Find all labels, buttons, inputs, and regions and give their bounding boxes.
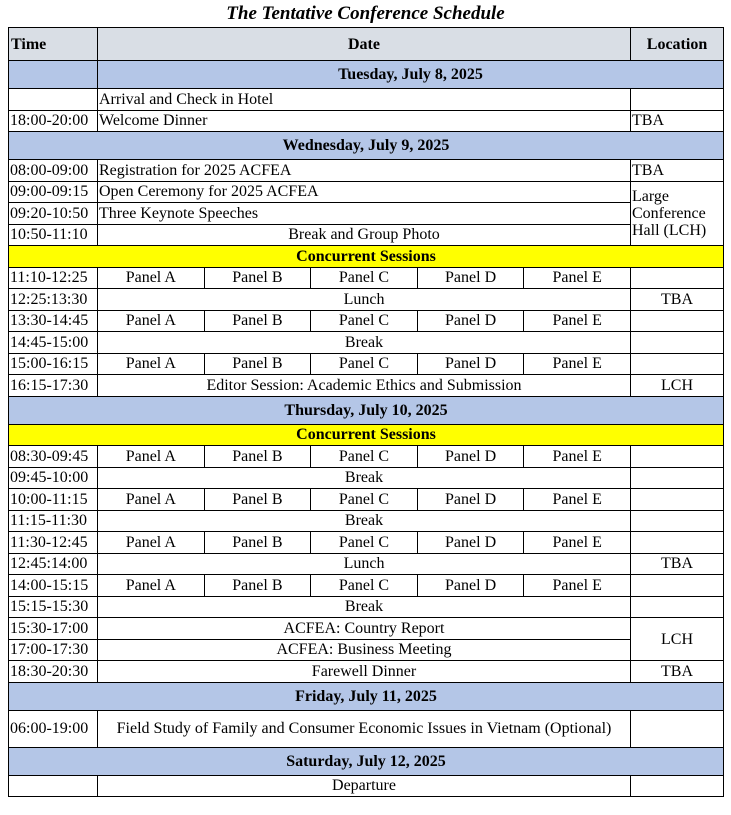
day-heading: Tuesday, July 8, 2025: [98, 61, 724, 89]
table-row: [9, 332, 724, 354]
time-cell: 08:30-09:45: [9, 446, 98, 468]
panel-cell: Panel D: [417, 267, 524, 289]
day-heading: Thursday, July 10, 2025: [9, 396, 724, 424]
time-cell: 06:00-19:00: [9, 710, 98, 747]
day-heading: Saturday, July 12, 2025: [9, 747, 724, 775]
table-row: [9, 224, 724, 246]
table-row: [9, 289, 724, 311]
panel-cell: Panel E: [524, 267, 631, 289]
header-row: [9, 28, 724, 61]
panel-cell: Panel D: [417, 532, 524, 554]
panel-cell: Panel A: [98, 575, 205, 597]
panel-cell: Panel D: [417, 310, 524, 332]
panel-cell: Panel C: [311, 532, 418, 554]
panel-cell: Panel A: [98, 267, 205, 289]
panel-row: [9, 489, 724, 511]
panel-cell: Panel A: [98, 353, 205, 375]
panel-cell: Panel B: [204, 532, 311, 554]
panel-row: [9, 446, 724, 468]
time-cell: 16:15-17:30: [9, 375, 98, 397]
time-cell: 12:25:13:30: [9, 289, 98, 311]
time-cell: 09:45-10:00: [9, 467, 98, 489]
panel-cell: Panel B: [204, 489, 311, 511]
concurrent-row: [9, 424, 724, 446]
panel-cell: Panel C: [311, 489, 418, 511]
panel-row: [9, 353, 724, 375]
day-row: [9, 682, 724, 710]
header-location: Location: [631, 28, 724, 61]
panel-cell: Panel C: [311, 310, 418, 332]
header-date: Date: [98, 28, 631, 61]
panel-row: [9, 267, 724, 289]
panel-cell: Panel E: [524, 489, 631, 511]
panel-cell: Panel B: [204, 575, 311, 597]
event-cell: Welcome Dinner: [98, 110, 631, 132]
table-row: [9, 181, 724, 203]
event-cell: Break: [98, 332, 631, 354]
panel-row: [9, 575, 724, 597]
event-cell: Lunch: [98, 553, 631, 575]
event-cell: Break: [98, 510, 631, 532]
panel-cell: Panel A: [98, 446, 205, 468]
time-cell: 18:00-20:00: [9, 110, 98, 132]
table-row: [9, 203, 724, 225]
event-cell: Three Keynote Speeches: [98, 203, 631, 225]
panel-cell: Panel B: [204, 446, 311, 468]
table-row: [9, 160, 724, 182]
event-cell: Break: [98, 467, 631, 489]
location-cell: TBA: [631, 110, 724, 132]
table-row: [9, 618, 724, 640]
event-cell: ACFEA: Country Report: [98, 618, 631, 640]
panel-cell: Panel D: [417, 353, 524, 375]
location-cell: TBA: [631, 160, 724, 182]
panel-cell: Panel E: [524, 575, 631, 597]
day-row: [9, 396, 724, 424]
time-cell: 14:45-15:00: [9, 332, 98, 354]
time-cell: 18:30-20:30: [9, 661, 98, 683]
event-cell: Open Ceremony for 2025 ACFEA: [98, 181, 631, 203]
concurrent-row: [9, 246, 724, 268]
panel-cell: Panel C: [311, 353, 418, 375]
panel-cell: Panel D: [417, 575, 524, 597]
location-cell: LCH: [631, 618, 724, 661]
time-cell: 11:10-12:25: [9, 267, 98, 289]
panel-cell: Panel C: [311, 267, 418, 289]
table-row: [9, 596, 724, 618]
time-cell: 10:50-11:10: [9, 224, 98, 246]
table-row: [9, 375, 724, 397]
event-cell: Farewell Dinner: [98, 661, 631, 683]
event-cell: Break and Group Photo: [98, 224, 631, 246]
schedule-table: [8, 27, 724, 797]
table-row: [9, 639, 724, 661]
panel-cell: Panel A: [98, 532, 205, 554]
panel-cell: Panel B: [204, 267, 311, 289]
time-cell: 14:00-15:15: [9, 575, 98, 597]
event-cell: Arrival and Check in Hotel: [98, 89, 631, 111]
time-cell: 11:15-11:30: [9, 510, 98, 532]
location-cell: TBA: [631, 553, 724, 575]
event-cell: Lunch: [98, 289, 631, 311]
panel-cell: Panel E: [524, 310, 631, 332]
panel-row: [9, 532, 724, 554]
panel-cell: Panel C: [311, 575, 418, 597]
time-cell: 08:00-09:00: [9, 160, 98, 182]
concurrent-heading: Concurrent Sessions: [9, 246, 724, 268]
table-row: [9, 89, 724, 111]
panel-cell: Panel E: [524, 353, 631, 375]
event-cell: Break: [98, 596, 631, 618]
panel-cell: Panel E: [524, 532, 631, 554]
panel-cell: Panel A: [98, 310, 205, 332]
time-cell: 09:00-09:15: [9, 181, 98, 203]
time-cell: 09:20-10:50: [9, 203, 98, 225]
event-cell: Editor Session: Academic Ethics and Submission: [98, 375, 631, 397]
panel-cell: Panel B: [204, 353, 311, 375]
day-row: [9, 132, 724, 160]
time-cell: 15:30-17:00: [9, 618, 98, 640]
time-cell: 15:15-15:30: [9, 596, 98, 618]
location-cell: Large Conference Hall (LCH): [631, 181, 724, 246]
table-row: [9, 553, 724, 575]
time-cell: 13:30-14:45: [9, 310, 98, 332]
time-cell: 12:45:14:00: [9, 553, 98, 575]
panel-cell: Panel D: [417, 446, 524, 468]
header-time: Time: [9, 28, 98, 61]
table-row: [9, 110, 724, 132]
table-row: [9, 467, 724, 489]
event-cell: Registration for 2025 ACFEA: [98, 160, 631, 182]
day-row: [9, 747, 724, 775]
day-heading: Wednesday, July 9, 2025: [9, 132, 724, 160]
location-cell: TBA: [631, 661, 724, 683]
panel-cell: Panel B: [204, 310, 311, 332]
table-row: [9, 710, 724, 747]
time-cell: 10:00-11:15: [9, 489, 98, 511]
panel-cell: Panel C: [311, 446, 418, 468]
time-cell: 11:30-12:45: [9, 532, 98, 554]
event-cell: Departure: [98, 775, 631, 797]
panel-cell: Panel D: [417, 489, 524, 511]
event-cell: Field Study of Family and Consumer Economic Issues in Vietnam (Optional): [98, 710, 631, 747]
schedule-title: The Tentative Conference Schedule: [226, 3, 505, 24]
event-cell: ACFEA: Business Meeting: [98, 639, 631, 661]
table-row: [9, 661, 724, 683]
time-cell: 15:00-16:15: [9, 353, 98, 375]
location-cell: TBA: [631, 289, 724, 311]
day-heading: Friday, July 11, 2025: [9, 682, 724, 710]
panel-row: [9, 310, 724, 332]
table-row: [9, 510, 724, 532]
time-cell: 17:00-17:30: [9, 639, 98, 661]
table-row: [9, 775, 724, 797]
day-row: [9, 61, 724, 89]
location-cell: LCH: [631, 375, 724, 397]
concurrent-heading: Concurrent Sessions: [9, 424, 724, 446]
panel-cell: Panel A: [98, 489, 205, 511]
panel-cell: Panel E: [524, 446, 631, 468]
